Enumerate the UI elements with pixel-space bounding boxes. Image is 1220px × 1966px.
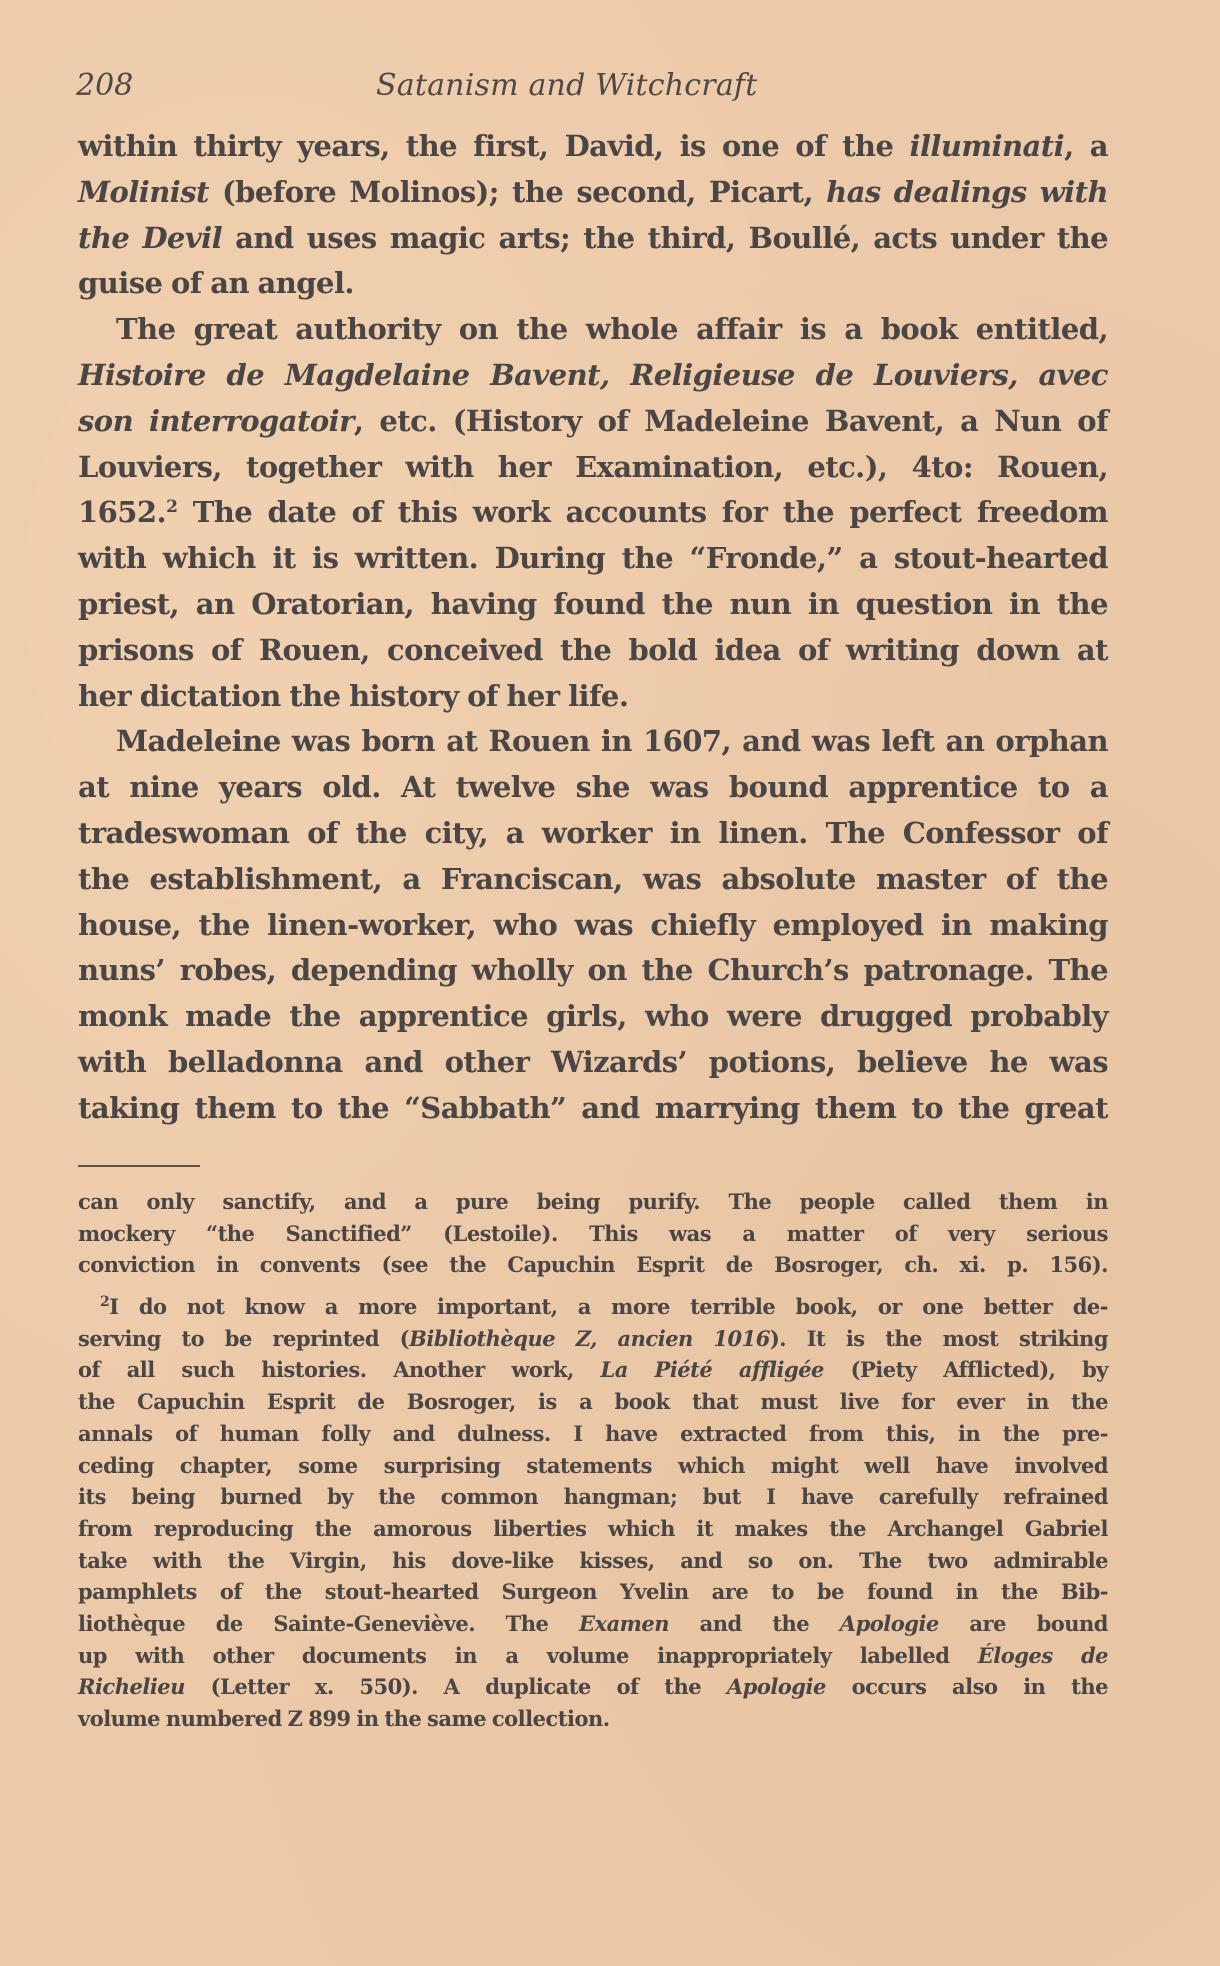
text-run: pamphlets of the stout-hearted Surgeon Yvelin are to be found in the Bib- <box>78 1579 1108 1605</box>
italic-text: Examen <box>579 1610 670 1636</box>
italic-text: Bibliothèque Z, ancien 1016 <box>409 1325 770 1351</box>
footnote-line <box>78 1323 1108 1355</box>
text-run: its being burned by the common hangman; but I have carefully refrained <box>78 1484 1108 1510</box>
footnote-line <box>78 1481 1108 1513</box>
text-run: 1652. <box>78 495 167 530</box>
text-run: taking them to the “Sabbath” and marrying them to the great <box>78 1090 1108 1125</box>
footnote-line <box>78 1703 1108 1735</box>
footnote-line <box>78 1576 1108 1608</box>
italic-text: Apologie <box>726 1674 826 1700</box>
italic-text: Éloges de <box>977 1642 1109 1668</box>
italic-text: Richelieu <box>78 1674 185 1700</box>
text-run: The date of this work accounts for the perfect freedom <box>177 495 1108 530</box>
italic-text: illuminati <box>909 129 1065 163</box>
footnote-line <box>78 1186 1108 1218</box>
body-line <box>78 903 1108 949</box>
footnote-line <box>78 1354 1108 1386</box>
body-line <box>78 948 1108 994</box>
text-run: priest, an Oratorian, having found the nun in question in the <box>78 586 1108 621</box>
footnote-continued <box>78 1186 1108 1281</box>
body-line <box>78 536 1108 582</box>
body-line <box>78 719 1108 765</box>
footnote-marker: 2 <box>166 497 178 518</box>
text-run: and uses magic arts; the third, Boullé, acts under the <box>222 220 1109 255</box>
italic-text: has dealings with <box>826 174 1108 209</box>
text-run: Madeleine was born at Rouen in 1607, and was left an orphan <box>116 724 1108 759</box>
text-run: from reproducing the amorous liberties which it makes the Archangel Gabriel <box>78 1515 1108 1541</box>
footnote-line <box>78 1608 1108 1640</box>
footnote-line <box>78 1513 1108 1545</box>
text-run: her dictation the history of her life. <box>78 678 629 713</box>
text-run: The great authority on the whole affair is a book entitled, <box>116 312 1108 347</box>
text-run: monk made the apprentice girls, who were drugged probably <box>78 999 1108 1034</box>
text-run: tradeswoman of the city, a worker in linen. The Confessor of <box>78 815 1108 850</box>
text-run: take with the Virgin, his dove-like kisses, and so on. The two admirable <box>78 1547 1108 1573</box>
body-line <box>78 811 1108 857</box>
body-line <box>78 399 1108 445</box>
text-run: house, the linen-worker, who was chiefly employed in making <box>78 907 1108 942</box>
body-line <box>78 261 1108 307</box>
footnote-line <box>78 1249 1108 1281</box>
italic-text: Apologie <box>839 1610 939 1636</box>
italic-text: Histoire de Magdelaine Bavent, Religieuse de Louviers, avec <box>78 357 1108 392</box>
footnote-line <box>78 1545 1108 1577</box>
text-run: Louviers, together with her Examination, etc.), 4to: Rouen, <box>78 449 1108 484</box>
body-line <box>78 1040 1108 1086</box>
body-line <box>78 170 1108 216</box>
text-run: and the <box>669 1610 840 1636</box>
text-run: at nine years old. At twelve she was bound apprentice to a <box>78 770 1108 805</box>
text-run: are bound <box>938 1610 1108 1636</box>
footnote-line <box>78 1218 1108 1250</box>
body-line <box>78 857 1108 903</box>
text-run: ceding chapter, some surprising statements which might well have involved <box>78 1452 1108 1478</box>
body-line <box>78 994 1108 1040</box>
text-run: within thirty years, the first, David, is one of the <box>78 129 910 163</box>
running-title: Satanism and Witchcraft <box>376 68 758 103</box>
text-run: nuns’ robes, depending wholly on the Church’s patronage. The <box>78 953 1108 988</box>
body-text <box>78 124 1108 1132</box>
text-run: with which it is written. During the “Fronde,” a stout-hearted <box>78 541 1108 576</box>
text-run: occurs also in the <box>825 1674 1109 1700</box>
text-run: of all such histories. Another work, <box>78 1357 601 1383</box>
footnote-divider <box>78 1165 200 1167</box>
footnote-line <box>78 1386 1108 1418</box>
footnote-marker: 2 <box>100 1294 110 1311</box>
body-line <box>78 216 1108 262</box>
footnote-2 <box>78 1291 1108 1735</box>
body-line <box>78 582 1108 628</box>
text-run: ). It is the most striking <box>769 1325 1109 1351</box>
text-run: up with other documents in a volume inappropriately labelled <box>78 1642 978 1668</box>
footnote-line <box>78 1671 1108 1703</box>
body-line <box>78 1086 1108 1132</box>
text-run: mockery “the Sanctified” (Lestoile). This was a matter of very serious <box>78 1220 1108 1246</box>
text-run: prisons of Rouen, conceived the bold idea of writing down at <box>78 632 1108 667</box>
text-run: (Letter x. 550). A duplicate of the <box>184 1674 727 1700</box>
running-head <box>76 64 1106 108</box>
text-run: the establishment, a Franciscan, was absolute master of the <box>78 861 1108 896</box>
body-line <box>78 674 1108 720</box>
text-run: (Piety Afflicted), by <box>823 1357 1108 1383</box>
text-run: can only sanctify, and a pure being purify. The people called them in <box>78 1189 1108 1214</box>
footnote-line <box>78 1418 1108 1450</box>
italic-text: the Devil <box>78 220 223 255</box>
text-run: , etc. (History of Madeleine Bavent, a Nun of <box>353 403 1108 438</box>
text-run: I do not know a more important, a more terrible book, or one better de- <box>109 1294 1108 1320</box>
page-number: 208 <box>76 68 134 103</box>
footnote-line <box>78 1291 1108 1323</box>
text-run: the Capuchin Esprit de Bosroger, is a book that must live for ever in the <box>78 1389 1108 1415</box>
italic-text: son interrogatoir <box>78 403 354 438</box>
body-line <box>78 445 1108 491</box>
body-line <box>78 353 1108 399</box>
footnote-line <box>78 1450 1108 1482</box>
body-line <box>78 124 1108 170</box>
text-run: liothèque de Sainte-Geneviève. The <box>78 1610 580 1636</box>
italic-text: Molinist <box>78 174 209 209</box>
body-line <box>78 765 1108 811</box>
text-run: with belladonna and other Wizards’ potions, believe he was <box>78 1044 1108 1079</box>
text-run: guise of an angel. <box>78 266 354 301</box>
text-run: annals of human folly and dulness. I have extracted from this, in the pre- <box>78 1420 1108 1446</box>
body-line <box>78 307 1108 353</box>
body-line <box>78 628 1108 674</box>
text-run: volume numbered Z 899 in the same collection. <box>78 1706 610 1731</box>
body-line <box>78 490 1108 536</box>
text-run: , a <box>1064 129 1109 163</box>
italic-text: La Piété affligée <box>600 1357 824 1383</box>
text-run: (before Molinos); the second, Picart, <box>208 174 827 209</box>
text-run: serving to be reprinted ( <box>78 1325 410 1351</box>
footnotes <box>78 1186 1108 1735</box>
footnote-line <box>78 1640 1108 1672</box>
text-run: conviction in convents (see the Capuchin Esprit de Bosroger, ch. xi. p. 156). <box>78 1252 1108 1278</box>
